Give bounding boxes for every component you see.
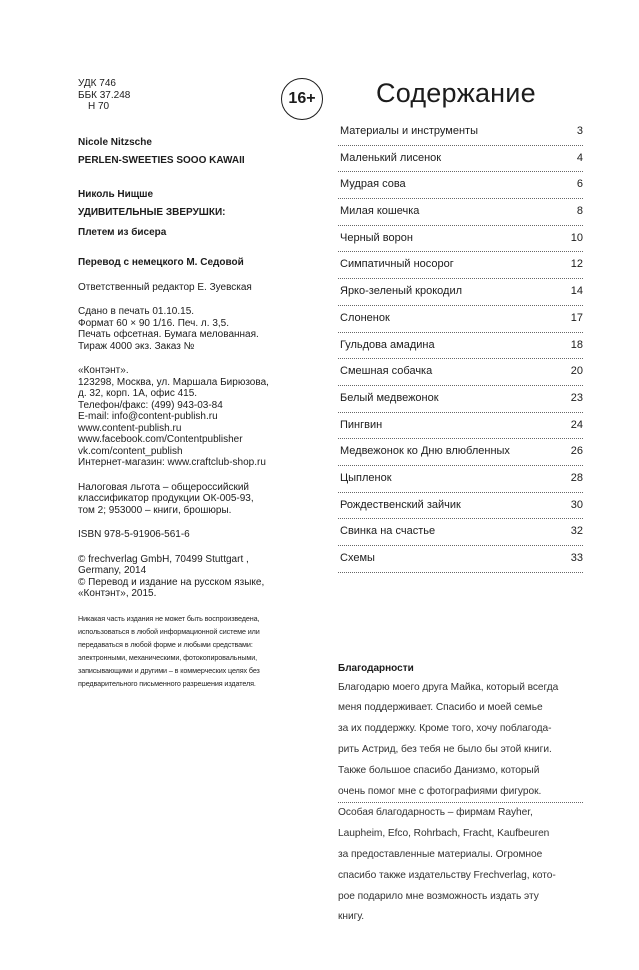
toc-item-page: 30 [570, 498, 583, 511]
toc-item-page: 8 [576, 205, 583, 218]
toc-item-page: 28 [570, 471, 583, 484]
toc-item [338, 252, 583, 279]
toc-item [338, 333, 583, 360]
print-line: Тираж 4000 экз. Заказ № [78, 340, 195, 352]
toc-item-title: Слоненок [340, 311, 390, 324]
acknowledgements-title: Благодарности [338, 662, 414, 674]
toc-item-page: 10 [570, 231, 583, 244]
original-title: PERLEN-SWEETIES SOOO KAWAII [78, 155, 245, 166]
toc-item [338, 546, 583, 573]
toc-item [338, 226, 583, 253]
rights-notice [78, 612, 323, 690]
toc-item [338, 359, 583, 386]
toc-item-title: Маленький лисенок [340, 151, 442, 164]
imprint-column [78, 78, 323, 690]
toc-item-page: 4 [576, 151, 583, 164]
toc-item [338, 519, 583, 546]
toc-item [338, 279, 583, 306]
toc-item-page: 3 [576, 125, 583, 137]
rights-line: электронными, механическими, фотокопировальными, [78, 652, 258, 662]
publisher-line: Телефон/факс: (499) 943-03-84 [78, 399, 223, 411]
toc-item-title: Смешная собачка [340, 365, 433, 378]
copyright-line: © frechverlag GmbH, 70499 Stuttgart , [78, 553, 249, 565]
toc-item-title: Схемы [340, 552, 375, 564]
author-name: Николь Нищше [78, 188, 154, 200]
toc-item-title: Пингвин [340, 418, 383, 431]
publisher-line: vk.com/content_publish [78, 445, 183, 457]
toc-item-page: 32 [570, 525, 583, 538]
copyright-line: © Перевод и издание на русском языке, [78, 576, 265, 588]
toc-item [338, 306, 583, 333]
publisher-line: «Контэнт». [78, 365, 129, 376]
acknowledgements-text [338, 678, 583, 929]
toc-item-title: Медвежонок ко Дню влюбленных [340, 445, 510, 458]
book-subtitle: Плетем из бисера [78, 226, 167, 238]
tax-line: классификатор продукции ОК-005-93, [78, 493, 254, 504]
toc-item-title: Материалы и инструменты [340, 125, 478, 137]
thanks-line: спасибо также издательству Frechverlag, кото- [338, 869, 556, 881]
toc-item-page: 20 [570, 365, 583, 378]
thanks-line: книгу. [338, 911, 365, 923]
contents-title: Содержание [376, 78, 536, 108]
toc-item [338, 172, 583, 199]
copyright-info [78, 554, 323, 600]
publisher-line: www.facebook.com/Contentpublisher [78, 434, 243, 445]
toc-item-title: Гульдова амадина [340, 338, 435, 351]
print-line: Печать офсетная. Бумага мелованная. [78, 329, 259, 340]
toc-item-page: 6 [576, 178, 583, 191]
rights-line: использоваться в любой информационной системе или [78, 626, 260, 636]
toc-item-page: 14 [570, 285, 583, 298]
bbk-code: ББК 37.248 [78, 89, 131, 101]
thanks-line: меня поддерживает. Спасибо и моей семье [338, 702, 543, 714]
toc-item-title: Милая кошечка [340, 205, 420, 218]
toc-item-title: Белый медвежонок [340, 391, 439, 404]
publisher-line: www.content-publish.ru [78, 422, 182, 434]
toc-item-title: Черный ворон [340, 231, 413, 244]
thanks-line: Особая благодарность – фирмам Rayher, [338, 807, 533, 819]
toc-item-title: Симпатичный носорог [340, 258, 454, 271]
udk-code: УДК 746 [78, 78, 116, 89]
toc-item-page: 26 [570, 445, 583, 458]
rights-line: записывающими и другими – в коммерческих целях без [78, 665, 260, 675]
toc-item-title: Свинка на счастье [340, 525, 436, 538]
thanks-line: рое подарило мне возможность издать эту [338, 890, 539, 902]
table-of-contents [338, 119, 583, 573]
toc-item-page: 33 [570, 552, 583, 564]
thanks-line: очень помог мне с фотографиями фигурок. [338, 785, 542, 797]
print-line: Формат 60 × 90 1/16. Печ. л. 3,5. [78, 317, 229, 329]
tax-line: том 2; 953000 – книги, брошюры. [78, 504, 232, 516]
thanks-line: Также большое спасибо Данизмо, который [338, 764, 540, 776]
toc-item [338, 146, 583, 173]
toc-item [338, 386, 583, 413]
age-rating-badge: 16+ [281, 78, 323, 120]
rights-line: предварительного письменного разрешения издателя. [78, 678, 256, 688]
tax-line: Налоговая льгота – общероссийский [78, 481, 250, 493]
editor-credit: Ответственный редактор Е. Зуевская [78, 281, 252, 293]
copyright-line: Germany, 2014 [78, 565, 147, 576]
publisher-line: E-mail: info@content-publish.ru [78, 411, 218, 422]
print-line: Сдано в печать 01.10.15. [78, 306, 195, 317]
acknowledgements [338, 663, 583, 929]
thanks-line: за предоставленные материалы. Огромное [338, 849, 543, 861]
print-details [78, 306, 323, 352]
toc-item [338, 413, 583, 440]
isbn: ISBN 978-5-91906-561-6 [78, 529, 190, 540]
author-mark: Н 70 [88, 101, 110, 112]
publisher-info [78, 365, 323, 469]
toc-item-title: Ярко-зеленый крокодил [340, 285, 463, 298]
toc-item [338, 439, 583, 466]
thanks-line: рить Астрид, без тебя не было бы этой книги. [338, 744, 552, 756]
thanks-line: Laupheim, Efco, Rohrbach, Fracht, Kaufbeuren [338, 828, 550, 840]
toc-item [338, 466, 583, 493]
toc-item-title: Цыпленок [340, 471, 392, 484]
rights-line: Никакая часть издания не может быть воспроизведена, [78, 613, 260, 623]
toc-item-page: 23 [570, 391, 583, 404]
rights-line: передаваться в любой форме и любыми средствами: [78, 639, 253, 649]
contents-column [338, 78, 583, 928]
toc-item [338, 119, 583, 146]
toc-item-title: Рождественский зайчик [340, 498, 461, 511]
toc-item-page: 18 [570, 338, 583, 351]
thanks-line: за их поддержку. Кроме того, хочу поблагода- [338, 723, 552, 735]
publisher-line: Интернет-магазин: www.craftclub-shop.ru [78, 457, 266, 468]
book-title: УДИВИТЕЛЬНЫЕ ЗВЕРУШКИ: [78, 207, 226, 218]
publisher-line: д. 32, корп. 1А, офис 415. [78, 388, 198, 399]
translator-credit: Перевод с немецкого М. Седовой [78, 257, 244, 268]
publisher-line: 123298, Москва, ул. Маршала Бирюзова, [78, 376, 269, 388]
toc-item-page: 12 [570, 258, 583, 271]
toc-item-page: 24 [570, 418, 583, 431]
toc-item [338, 493, 583, 520]
thanks-line: Благодарю моего друга Майка, который всегда [338, 681, 559, 693]
original-author: Nicole Nitzsche [78, 136, 152, 148]
toc-item [338, 199, 583, 226]
toc-item-title: Мудрая сова [340, 178, 406, 191]
toc-item-page: 17 [570, 311, 583, 324]
tax-info [78, 482, 323, 517]
copyright-line: «Контэнт», 2015. [78, 588, 157, 599]
